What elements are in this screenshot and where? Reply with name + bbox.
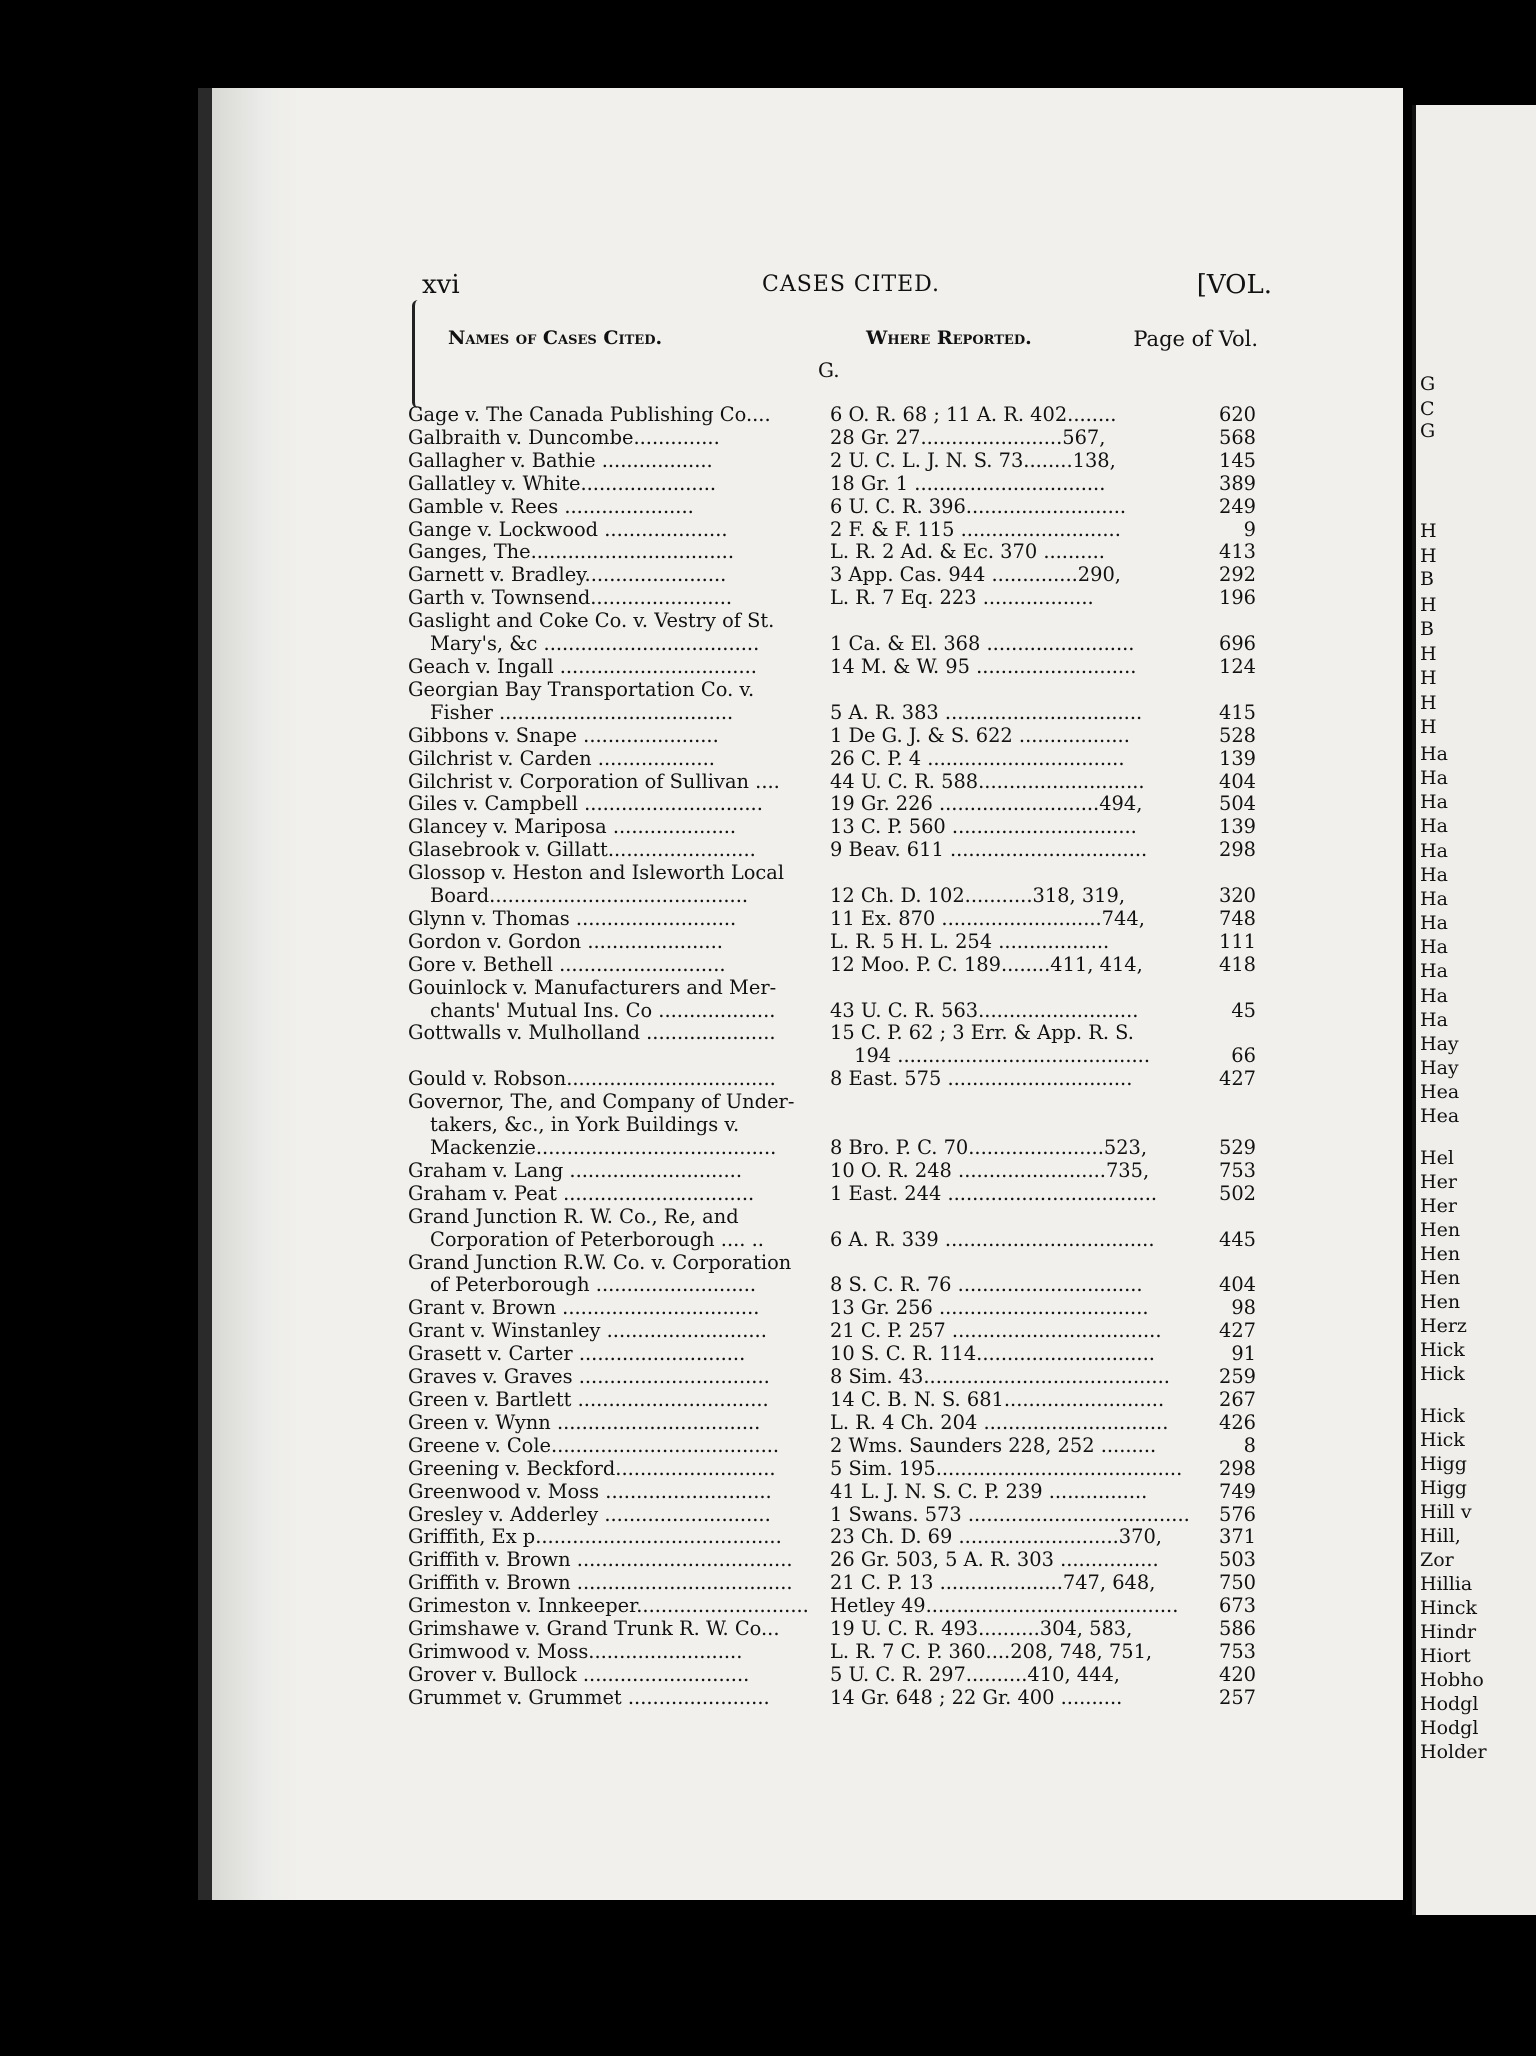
adjacent-page-fragment: H — [1420, 643, 1437, 665]
case-page: 568 — [1218, 425, 1256, 449]
case-report: 14 M. & W. 95 .......................... — [830, 655, 1137, 678]
adjacent-page-fragment: Ha — [1420, 936, 1448, 958]
case-name: Greening v. Beckford.......................... — [408, 1457, 776, 1480]
table-row — [408, 908, 1256, 931]
case-name: Grand Junction R. W. Co., Re, and — [408, 1205, 739, 1228]
case-report: 1 De G. J. & S. 622 .................. — [830, 724, 1130, 747]
case-name: Gibbons v. Snape ...................... — [408, 724, 719, 747]
adjacent-page-fragment: Herz — [1420, 1315, 1467, 1337]
case-name: Gouinlock v. Manufacturers and Mer- — [408, 976, 777, 999]
case-report: 9 Beav. 611 ................................ — [830, 839, 1148, 862]
case-name: Garnett v. Bradley....................... — [408, 564, 727, 587]
case-page: 45 — [1231, 998, 1256, 1022]
case-report: 12 Ch. D. 102...........318, 319, — [830, 885, 1125, 908]
adjacent-page-fragment: Zor — [1420, 1549, 1454, 1571]
adjacent-page-fragment: Ha — [1420, 791, 1448, 813]
table-row — [408, 564, 1256, 587]
case-name: Glancey v. Mariposa .................... — [408, 816, 737, 839]
case-report: 5 Sim. 195........................................ — [830, 1457, 1183, 1480]
case-name: Gange v. Lockwood .................... — [408, 518, 728, 541]
case-report: 44 U. C. R. 588........................... — [830, 770, 1145, 793]
table-row — [408, 1618, 1256, 1641]
table-row — [408, 1343, 1256, 1366]
table-row — [408, 1641, 1256, 1664]
case-name: of Peterborough .......................... — [430, 1274, 757, 1297]
table-row — [408, 1526, 1256, 1549]
adjacent-page-fragment: Higg — [1420, 1453, 1467, 1475]
case-report: 21 C. P. 13 ....................747, 648, — [830, 1572, 1156, 1595]
case-report: L. R. 7 C. P. 360....208, 748, 751, — [830, 1640, 1153, 1663]
case-page: 259 — [1218, 1365, 1256, 1389]
case-page: 427 — [1218, 1067, 1256, 1091]
adjacent-page-fragment: Hay — [1420, 1033, 1459, 1055]
table-row — [408, 496, 1256, 519]
case-name: Grimeston v. Innkeeper............................ — [408, 1595, 809, 1618]
case-name: takers, &c., in York Buildings v. — [430, 1114, 740, 1137]
table-row — [408, 587, 1256, 610]
table-row — [408, 1481, 1256, 1504]
case-page — [1202, 679, 1256, 702]
case-report: 5 U. C. R. 297..........410, 444, — [830, 1663, 1120, 1686]
table-row — [408, 1274, 1256, 1297]
case-page: 196 — [1218, 586, 1256, 610]
adjacent-page-fragment: Hodgl — [1420, 1693, 1479, 1715]
case-report: 26 Gr. 503, 5 A. R. 303 ................ — [830, 1549, 1159, 1572]
case-report: 14 Gr. 648 ; 22 Gr. 400 .......... — [830, 1686, 1123, 1709]
adjacent-page-fragment: Hick — [1420, 1339, 1465, 1361]
case-page: 8 — [1243, 1433, 1256, 1457]
case-page: 415 — [1218, 700, 1256, 724]
table-row — [408, 954, 1256, 977]
adjacent-page-fragment: Ha — [1420, 840, 1448, 862]
adjacent-page-fragment: Hodgl — [1420, 1717, 1479, 1739]
table-row — [408, 1068, 1256, 1091]
case-report: 6 U. C. R. 396.......................... — [830, 495, 1127, 518]
table-row — [408, 771, 1256, 794]
case-page: 413 — [1218, 540, 1256, 564]
adjacent-page-fragment: H — [1420, 545, 1437, 567]
case-name: Gilchrist v. Corporation of Sullivan .... — [408, 770, 780, 793]
case-name: Grant v. Brown ................................ — [408, 1297, 760, 1320]
case-report: 13 Gr. 256 .................................. — [830, 1297, 1149, 1320]
case-name: chants' Mutual Ins. Co ................... — [430, 999, 776, 1022]
case-name: Corporation of Peterborough .... .. — [430, 1228, 764, 1251]
case-report: 18 Gr. 1 ............................... — [830, 472, 1106, 495]
case-page: 389 — [1218, 471, 1256, 495]
table-row — [408, 1412, 1256, 1435]
table-row — [408, 1664, 1256, 1687]
case-report: 1 Ca. & El. 368 ........................ — [830, 633, 1135, 656]
table-row — [408, 519, 1256, 542]
case-name: Gordon v. Gordon ...................... — [408, 930, 723, 953]
case-page: 320 — [1218, 884, 1256, 908]
case-report: 41 L. J. N. S. C. P. 239 ................ — [830, 1480, 1148, 1503]
case-name: Glasebrook v. Gillatt........................ — [408, 839, 756, 862]
page-gutter-shadow — [212, 88, 302, 1900]
case-report: L. R. 5 H. L. 254 .................. — [830, 930, 1110, 953]
case-report: 43 U. C. R. 563.......................... — [830, 999, 1139, 1022]
running-head: CASES CITED. — [762, 272, 941, 297]
case-page: 673 — [1218, 1594, 1256, 1618]
case-page: 267 — [1218, 1387, 1256, 1411]
case-report: 15 C. P. 62 ; 3 Err. & App. R. S. — [830, 1022, 1134, 1045]
adjacent-page-fragment: Hel — [1420, 1147, 1454, 1169]
table-row — [408, 1114, 1256, 1137]
case-report: 2 F. & F. 115 .......................... — [830, 518, 1121, 541]
case-page: 586 — [1218, 1617, 1256, 1641]
case-report: 26 C. P. 4 ................................ — [830, 747, 1125, 770]
adjacent-page-fragment: Ha — [1420, 888, 1448, 910]
case-name: Grimwood v. Moss......................... — [408, 1640, 743, 1663]
case-page: 124 — [1218, 654, 1256, 678]
case-name: Galbraith v. Duncombe.............. — [408, 426, 720, 449]
column-heading-page: Page of Vol. — [1133, 327, 1258, 351]
case-report: 8 Sim. 43........................................ — [830, 1366, 1170, 1389]
table-row — [408, 1297, 1256, 1320]
case-page — [1202, 977, 1256, 1000]
table-row — [408, 633, 1256, 656]
table-row — [408, 1389, 1256, 1412]
case-page — [1202, 1091, 1256, 1114]
case-report: L. R. 4 Ch. 204 .............................. — [830, 1411, 1169, 1434]
case-report: 8 Bro. P. C. 70......................523, — [830, 1137, 1148, 1159]
case-report: 2 U. C. L. J. N. S. 73........138, — [830, 449, 1116, 472]
adjacent-page-fragment: Ha — [1420, 743, 1448, 765]
case-name: Gaslight and Coke Co. v. Vestry of St. — [408, 610, 775, 633]
table-row — [408, 404, 1256, 427]
case-report: 2 Wms. Saunders 228, 252 ......... — [830, 1434, 1157, 1457]
case-name: Graves v. Graves ............................... — [408, 1366, 770, 1389]
case-report: 6 A. R. 339 .................................. — [830, 1228, 1155, 1251]
table-row — [408, 1687, 1256, 1710]
table-row — [408, 1320, 1256, 1343]
case-name: Grant v. Winstanley .......................... — [408, 1320, 767, 1343]
table-row — [408, 748, 1256, 771]
case-page: 445 — [1218, 1227, 1256, 1251]
case-report: 5 A. R. 383 ................................ — [830, 701, 1143, 724]
adjacent-page-fragment: Hen — [1420, 1243, 1461, 1265]
adjacent-page-fragment: Hobho — [1420, 1669, 1484, 1691]
case-page: 750 — [1218, 1571, 1256, 1595]
case-name: Board.......................................... — [430, 885, 749, 908]
table-row — [408, 1572, 1256, 1595]
page-folio: xvi — [422, 270, 460, 300]
table-row — [408, 931, 1256, 954]
case-name: Graham v. Peat ............................... — [408, 1182, 755, 1205]
case-page: 426 — [1218, 1410, 1256, 1434]
page-header — [422, 270, 1272, 304]
case-report: 19 U. C. R. 493..........304, 583, — [830, 1618, 1133, 1641]
table-row — [408, 1091, 1256, 1114]
table-row — [408, 473, 1256, 496]
case-report: 194 ......................................... — [854, 1045, 1150, 1068]
table-row — [408, 1229, 1256, 1252]
table-row — [408, 1435, 1256, 1458]
case-page: 66 — [1231, 1044, 1256, 1068]
case-report: 28 Gr. 27.......................567, — [830, 426, 1106, 449]
case-page: 748 — [1218, 906, 1256, 930]
table-row — [408, 610, 1256, 633]
case-page: 696 — [1218, 632, 1256, 656]
case-report — [830, 977, 1202, 1000]
case-page: 139 — [1218, 815, 1256, 839]
table-row — [408, 702, 1256, 725]
case-name: Gottwalls v. Mulholland ..................... — [408, 1022, 776, 1045]
case-report: 21 C. P. 257 .................................. — [830, 1320, 1162, 1343]
adjacent-page-fragment: Ha — [1420, 985, 1448, 1007]
case-name: Griffith v. Brown ................................... — [408, 1549, 793, 1572]
case-name: Grimshawe v. Grand Trunk R. W. Co... — [408, 1618, 780, 1641]
adjacent-page-edge — [1412, 105, 1536, 1915]
case-name — [408, 1045, 806, 1068]
adjacent-page-fragment: Holder — [1420, 1741, 1487, 1763]
case-page — [1202, 1252, 1256, 1275]
case-report: Hetley 49......................................... — [830, 1595, 1179, 1618]
case-name: Fisher ...................................... — [430, 701, 734, 724]
case-page: 749 — [1218, 1479, 1256, 1503]
table-row — [408, 1458, 1256, 1481]
case-name: Grasett v. Carter ........................... — [408, 1343, 746, 1366]
case-page: 502 — [1218, 1181, 1256, 1205]
case-name: Gage v. The Canada Publishing Co.... — [408, 404, 771, 426]
case-page: 139 — [1218, 746, 1256, 770]
table-row — [408, 793, 1256, 816]
table-row — [408, 427, 1256, 450]
case-page: 371 — [1218, 1525, 1256, 1549]
section-letter: G. — [818, 358, 840, 382]
case-page: 529 — [1218, 1136, 1256, 1159]
adjacent-page-fragment: B — [1420, 568, 1434, 590]
adjacent-page-fragment: Ha — [1420, 912, 1448, 934]
case-page: 620 — [1218, 403, 1256, 426]
case-report: 10 O. R. 248 ........................735, — [830, 1159, 1150, 1182]
adjacent-page-fragment: Hick — [1420, 1405, 1465, 1427]
adjacent-page-fragment: Hillia — [1420, 1573, 1473, 1595]
table-row — [408, 816, 1256, 839]
case-report — [830, 610, 1202, 633]
case-page: 145 — [1218, 448, 1256, 472]
case-name: Grand Junction R.W. Co. v. Corporation — [408, 1251, 792, 1274]
adjacent-page-fragment: Hen — [1420, 1291, 1461, 1313]
case-page: 298 — [1218, 1456, 1256, 1480]
case-name: Green v. Bartlett ............................... — [408, 1388, 769, 1411]
case-page — [1202, 862, 1256, 885]
case-name: Gould v. Robson.................................. — [408, 1068, 776, 1091]
case-page: 404 — [1218, 1273, 1256, 1297]
case-page: 427 — [1218, 1319, 1256, 1343]
adjacent-page-fragment: Hea — [1420, 1081, 1460, 1103]
case-page: 111 — [1218, 929, 1256, 953]
adjacent-page-fragment: H — [1420, 692, 1437, 714]
case-report: 8 S. C. R. 76 .............................. — [830, 1274, 1143, 1297]
adjacent-page-fragment: H — [1420, 667, 1437, 689]
case-name: Governor, The, and Company of Under- — [408, 1091, 795, 1114]
case-page: 292 — [1218, 563, 1256, 587]
adjacent-page-fragment: Hen — [1420, 1219, 1461, 1241]
case-report — [830, 1252, 1202, 1275]
table-row — [408, 862, 1256, 885]
table-row — [408, 885, 1256, 908]
table-row — [408, 1366, 1256, 1389]
adjacent-page-fragment: H — [1420, 520, 1437, 542]
case-name: Green v. Wynn ................................. — [408, 1411, 761, 1434]
column-heading-names: Names of Cases Cited. — [448, 327, 663, 349]
adjacent-page-fragment: H — [1420, 594, 1437, 616]
case-page: 257 — [1218, 1685, 1256, 1709]
table-row — [408, 1183, 1256, 1206]
adjacent-page-fragment: Hick — [1420, 1363, 1465, 1385]
table-row — [408, 839, 1256, 862]
table-row — [408, 1252, 1256, 1275]
case-page — [1202, 1206, 1256, 1229]
case-name: Gamble v. Rees ..................... — [408, 495, 694, 518]
adjacent-page-fragment: Ha — [1420, 815, 1448, 837]
table-row — [408, 1137, 1256, 1160]
case-page: 418 — [1218, 952, 1256, 976]
case-report: 10 S. C. R. 114............................. — [830, 1343, 1155, 1366]
case-report: 19 Gr. 226 ..........................494, — [830, 793, 1143, 816]
case-page: 576 — [1218, 1502, 1256, 1526]
case-page: 249 — [1218, 494, 1256, 518]
table-row — [408, 725, 1256, 748]
case-report: 3 App. Cas. 944 ..............290, — [830, 564, 1121, 587]
volume-marker: [VOL. — [1196, 270, 1272, 300]
table-row — [408, 1022, 1256, 1045]
adjacent-page-fragment: H — [1420, 716, 1437, 738]
table-row — [408, 1045, 1256, 1068]
case-report: 12 Moo. P. C. 189........411, 414, — [830, 953, 1143, 976]
adjacent-page-fragment: Ha — [1420, 960, 1448, 982]
case-name: Gallatley v. White...................... — [408, 472, 717, 495]
adjacent-page-fragment: B — [1420, 618, 1434, 640]
case-name: Garth v. Townsend....................... — [408, 587, 733, 610]
table-row — [408, 1000, 1256, 1023]
case-page: 420 — [1218, 1662, 1256, 1686]
case-report — [830, 862, 1202, 885]
case-page: 404 — [1218, 769, 1256, 793]
table-row — [408, 679, 1256, 702]
case-page: 753 — [1218, 1158, 1256, 1182]
case-name: Grover v. Bullock ........................... — [408, 1663, 750, 1686]
table-row — [408, 541, 1256, 564]
case-name: Griffith v. Brown ................................... — [408, 1572, 793, 1595]
case-page: 91 — [1231, 1342, 1256, 1366]
column-heading-where: Where Reported. — [866, 327, 1032, 349]
table-row — [408, 450, 1256, 473]
table-row — [408, 1160, 1256, 1183]
case-page: 753 — [1218, 1639, 1256, 1663]
case-report: 8 East. 575 .............................. — [830, 1068, 1133, 1091]
cases-cited-table — [408, 404, 1256, 1710]
case-report: 14 C. B. N. S. 681.......................... — [830, 1388, 1165, 1411]
case-name: Georgian Bay Transportation Co. v. — [408, 678, 755, 701]
table-row — [408, 1595, 1256, 1618]
case-name: Glossop v. Heston and Isleworth Local — [408, 862, 785, 885]
case-report — [830, 679, 1202, 702]
adjacent-page-fragment: G — [1420, 373, 1436, 395]
case-report: 23 Ch. D. 69 ..........................370, — [830, 1526, 1162, 1549]
adjacent-page-fragment: C — [1420, 398, 1435, 420]
case-report — [830, 1114, 1202, 1137]
case-page: 9 — [1243, 517, 1256, 541]
case-name: Gallagher v. Bathie .................. — [408, 449, 713, 472]
case-report: 13 C. P. 560 .............................. — [830, 816, 1137, 839]
case-page — [1202, 1114, 1256, 1137]
table-row — [408, 1504, 1256, 1527]
case-page — [1202, 610, 1256, 633]
case-report: L. R. 7 Eq. 223 .................. — [830, 587, 1094, 610]
adjacent-page-fragment: Hinck — [1420, 1597, 1478, 1619]
case-name: Graham v. Lang ............................ — [408, 1159, 742, 1182]
case-report: 1 Swans. 573 .................................... — [830, 1503, 1190, 1526]
case-page — [1202, 1022, 1256, 1045]
adjacent-page-fragment: Hick — [1420, 1429, 1465, 1451]
case-report: L. R. 2 Ad. & Ec. 370 .......... — [830, 541, 1105, 564]
case-name: Gilchrist v. Carden ................... — [408, 747, 715, 770]
case-name: Glynn v. Thomas .......................... — [408, 907, 737, 930]
adjacent-page-fragment: Hill v — [1420, 1501, 1472, 1523]
adjacent-page-fragment: Hiort — [1420, 1645, 1471, 1667]
adjacent-page-fragment: Hay — [1420, 1057, 1459, 1079]
case-page: 504 — [1218, 792, 1256, 816]
case-page: 98 — [1231, 1296, 1256, 1320]
adjacent-page-fragment: Hill, — [1420, 1525, 1461, 1547]
adjacent-page-fragment: Ha — [1420, 1009, 1448, 1031]
adjacent-page-fragment: Higg — [1420, 1477, 1467, 1499]
table-row — [408, 1206, 1256, 1229]
case-page: 298 — [1218, 838, 1256, 862]
adjacent-page-fragment: Her — [1420, 1195, 1457, 1217]
case-report — [830, 1206, 1202, 1229]
case-name: Gore v. Bethell ........................... — [408, 953, 726, 976]
column-headings — [448, 327, 1258, 357]
case-report: 11 Ex. 870 ..........................744, — [830, 907, 1145, 930]
table-row — [408, 656, 1256, 679]
adjacent-page-fragment: Hindr — [1420, 1621, 1477, 1643]
adjacent-page-fragment: Ha — [1420, 767, 1448, 789]
adjacent-page-fragment: Hen — [1420, 1267, 1461, 1289]
case-report: 1 East. 244 .................................. — [830, 1182, 1158, 1205]
table-row — [408, 1549, 1256, 1572]
margin-pencil-mark — [412, 300, 421, 408]
case-name: Greenwood v. Moss ........................... — [408, 1480, 772, 1503]
adjacent-page-fragment: G — [1420, 420, 1436, 442]
case-name: Griffith, Ex p........................................ — [408, 1526, 782, 1549]
case-name: Mary's, &c ................................... — [430, 633, 760, 656]
case-name: Giles v. Campbell ............................. — [408, 793, 763, 816]
adjacent-page-fragment: Her — [1420, 1171, 1457, 1193]
case-page: 528 — [1218, 723, 1256, 747]
case-name: Mackenzie....................................... — [430, 1137, 777, 1159]
table-row — [408, 977, 1256, 1000]
case-name: Grummet v. Grummet ....................... — [408, 1686, 770, 1709]
case-report: 6 O. R. 68 ; 11 A. R. 402........ — [830, 404, 1117, 426]
case-report — [830, 1091, 1202, 1114]
case-page: 503 — [1218, 1548, 1256, 1572]
case-name: Geach v. Ingall ................................ — [408, 655, 757, 678]
adjacent-page-fragment: Ha — [1420, 864, 1448, 886]
case-name: Greene v. Cole..................................... — [408, 1434, 780, 1457]
case-name: Ganges, The................................. — [408, 541, 735, 564]
case-name: Gresley v. Adderley ........................... — [408, 1503, 771, 1526]
adjacent-page-fragment: Hea — [1420, 1105, 1460, 1127]
